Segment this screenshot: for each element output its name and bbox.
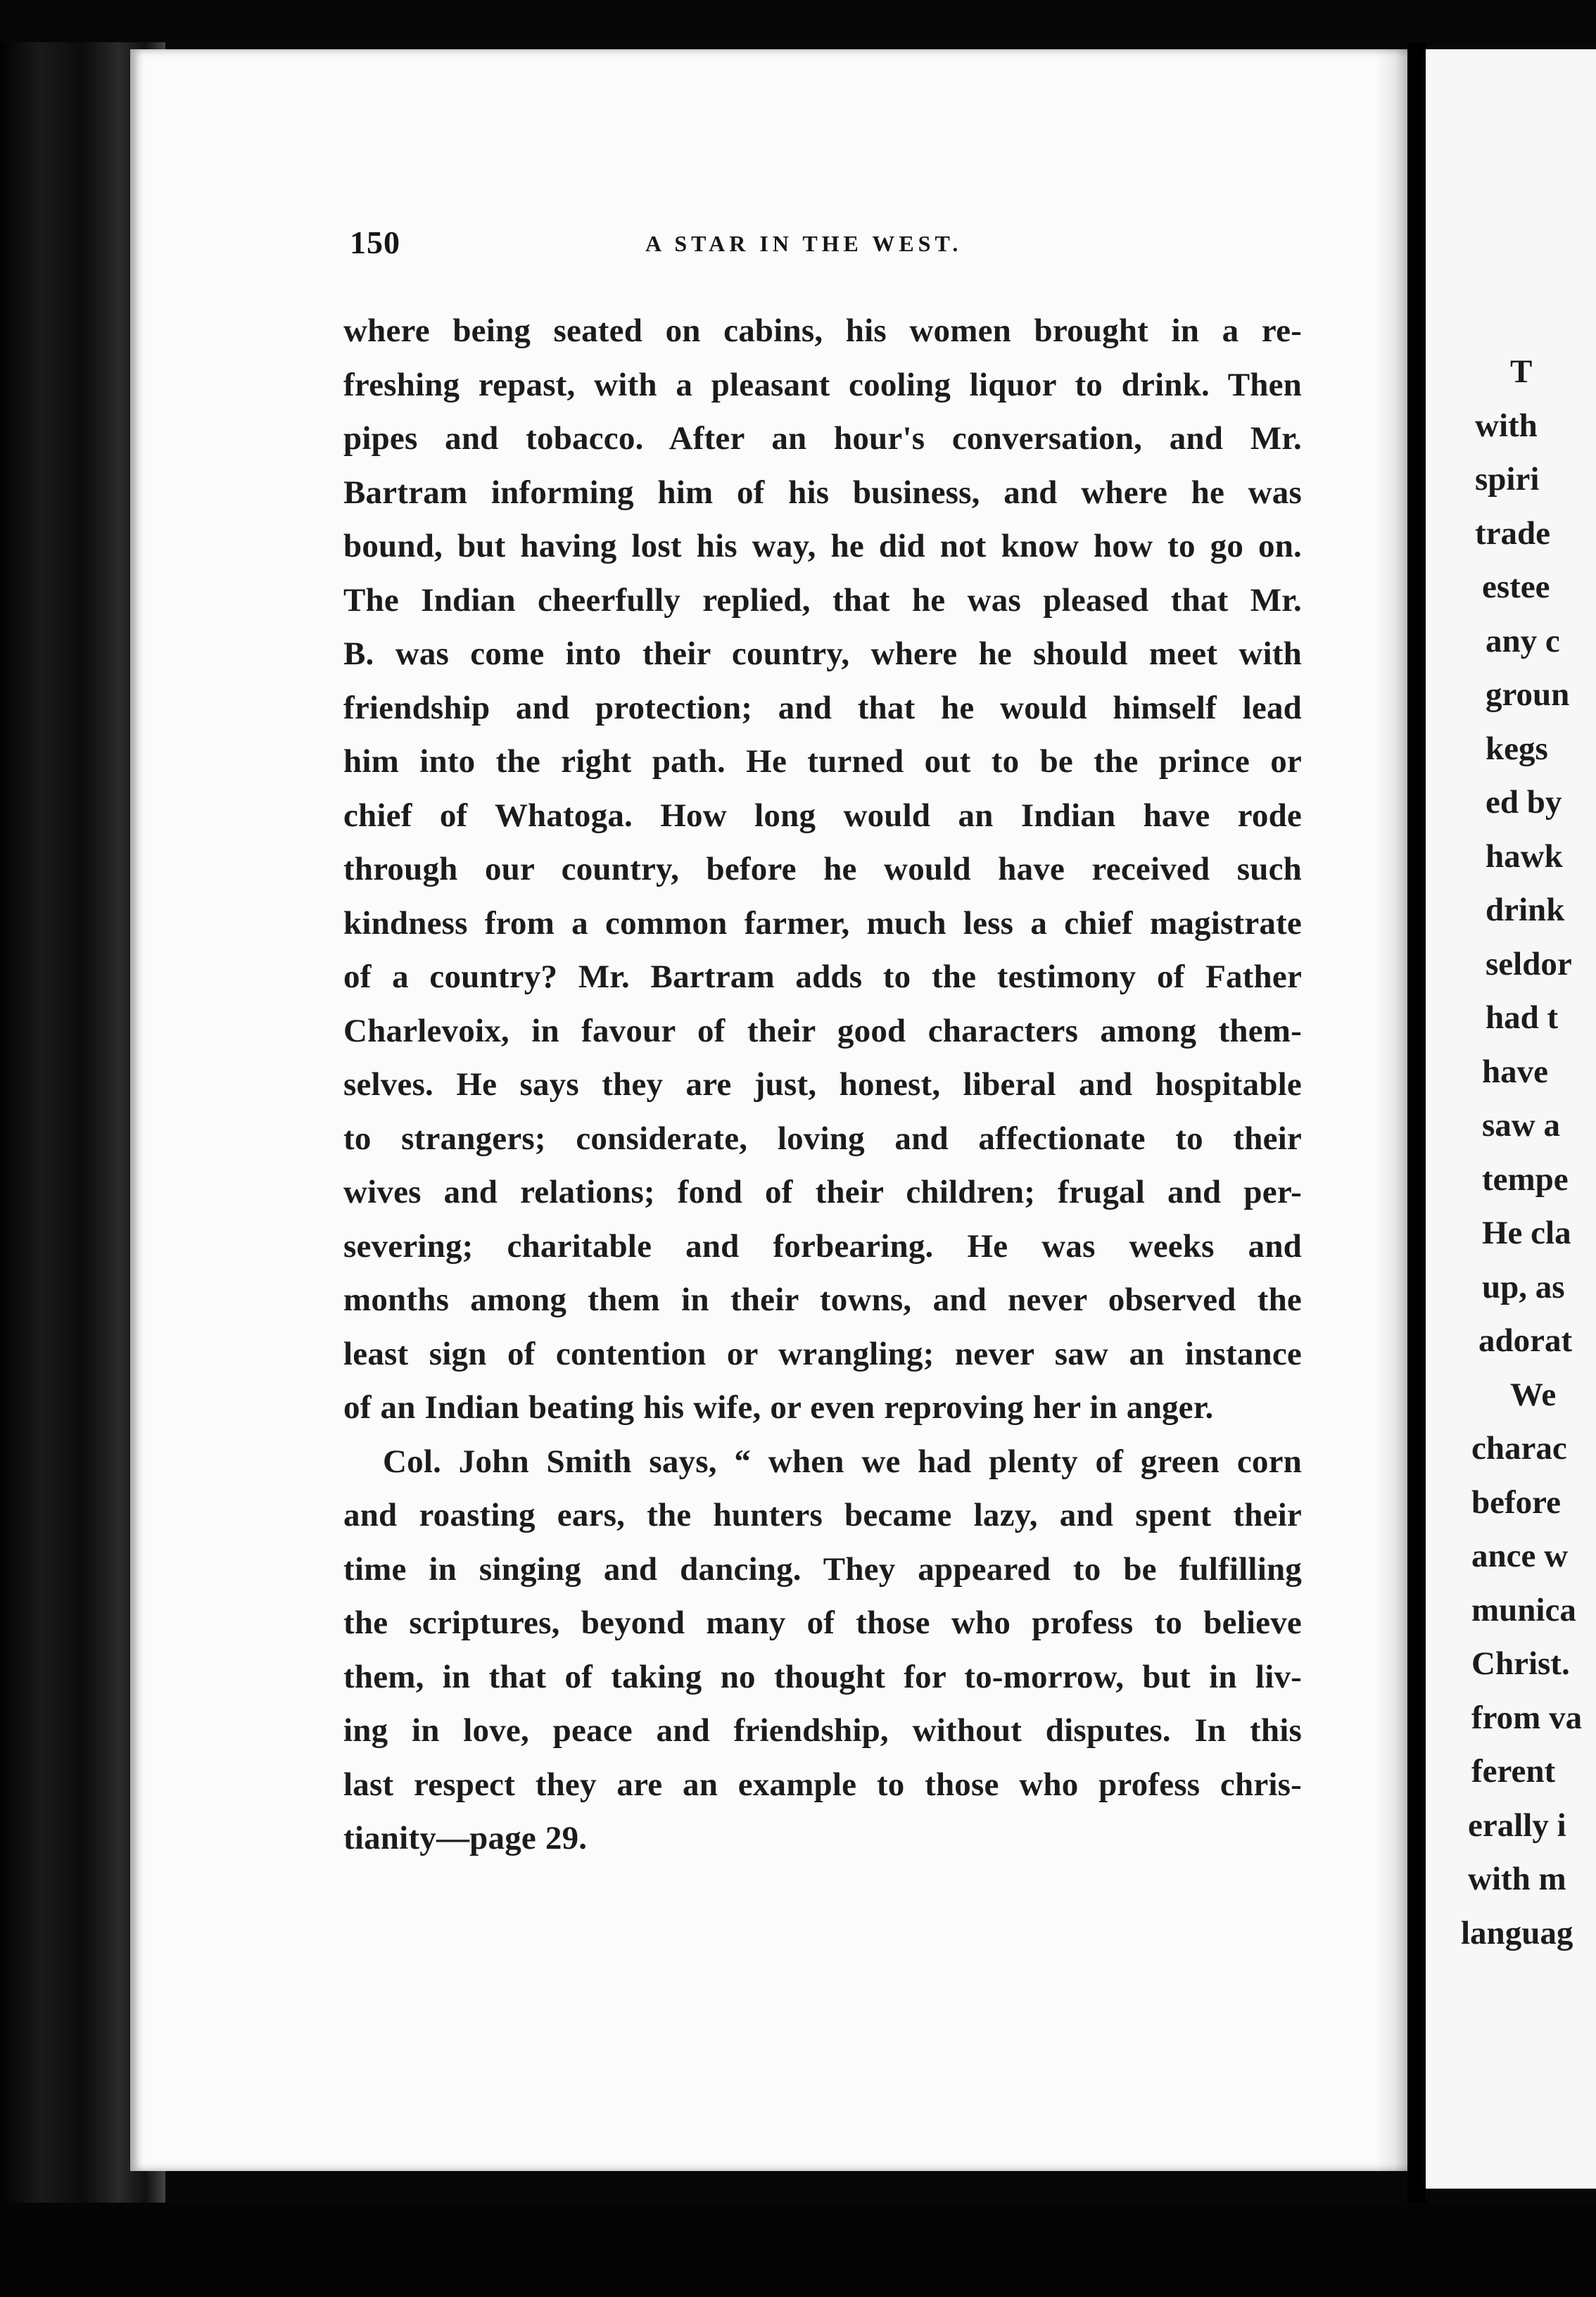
body-text bbox=[343, 304, 1302, 1866]
text-line: them, in that of taking no thought for to-morrow, but in liv- bbox=[343, 1658, 1302, 1695]
text-line: the scriptures, beyond many of those who profess to believe bbox=[343, 1605, 1302, 1641]
text-line: months among them in their towns, and never observed the bbox=[343, 1282, 1302, 1318]
text-line: friendship and protection; and that he would himself lead bbox=[343, 689, 1302, 726]
text-fragment: have bbox=[1482, 1053, 1548, 1090]
text-fragment: charac bbox=[1471, 1430, 1567, 1467]
text-fragment: had t bbox=[1486, 999, 1559, 1036]
text-fragment: with bbox=[1475, 407, 1538, 444]
text-line: chief of Whatoga. How long would an Indian have rode bbox=[343, 797, 1302, 834]
text-line: The Indian cheerfully replied, that he was pleased that Mr. bbox=[343, 581, 1302, 619]
text-line: Bartram informing him of his business, and where he was bbox=[343, 474, 1302, 511]
text-line: time in singing and dancing. They appeared to be fulfilling bbox=[343, 1550, 1302, 1588]
scan-bottom-border bbox=[0, 2203, 1596, 2297]
text-fragment: any c bbox=[1486, 622, 1560, 659]
text-fragment: He cla bbox=[1482, 1215, 1571, 1251]
text-fragment: adorat bbox=[1478, 1322, 1573, 1359]
text-fragment: kegs bbox=[1486, 730, 1548, 767]
page-divider bbox=[1407, 42, 1426, 2210]
text-fragment: saw a bbox=[1482, 1107, 1560, 1144]
text-line: of an Indian beating his wife, or even reproving her in anger. bbox=[343, 1389, 1214, 1426]
text-line: through our country, before he would have received such bbox=[343, 851, 1302, 887]
text-line: kindness from a common farmer, much less a chief magistrate bbox=[343, 904, 1302, 942]
text-line: severing; charitable and forbearing. He was weeks and bbox=[343, 1227, 1302, 1265]
text-line: freshing repast, with a pleasant cooling liquor to drink. Then bbox=[343, 366, 1302, 403]
text-line: him into the right path. He turned out to be the prince or bbox=[343, 743, 1302, 780]
text-fragment: seldor bbox=[1486, 945, 1572, 982]
text-fragment: trade bbox=[1475, 514, 1551, 552]
text-line: pipes and tobacco. After an hour's conversation, and Mr. bbox=[343, 420, 1302, 457]
text-fragment: from va bbox=[1471, 1699, 1583, 1736]
text-fragment: languag bbox=[1461, 1914, 1573, 1951]
text-fragment: T bbox=[1510, 353, 1533, 390]
paragraph-start-line: Col. John Smith says, “ when we had plenty of green corn bbox=[383, 1443, 1302, 1480]
right-page-edge bbox=[1426, 49, 1596, 2189]
text-fragment: with m bbox=[1468, 1861, 1566, 1897]
text-fragment: drink bbox=[1486, 892, 1565, 928]
text-line: ing in love, peace and friendship, without disputes. In this bbox=[343, 1712, 1302, 1749]
text-fragment: munica bbox=[1471, 1591, 1576, 1628]
text-fragment: tempe bbox=[1482, 1160, 1569, 1198]
text-fragment: groun bbox=[1486, 676, 1570, 713]
text-fragment: spiri bbox=[1475, 461, 1540, 498]
text-line: to strangers; considerate, loving and affectionate to their bbox=[343, 1120, 1302, 1157]
text-line: where being seated on cabins, his women brought in a re- bbox=[343, 312, 1302, 349]
running-head bbox=[350, 224, 1303, 280]
text-line: B. was come into their country, where he should meet with bbox=[343, 635, 1302, 672]
text-fragment: ance w bbox=[1471, 1538, 1569, 1574]
text-line: tianity—page 29. bbox=[343, 1820, 588, 1856]
text-fragment: before bbox=[1471, 1483, 1562, 1521]
text-line: of a country? Mr. Bartram adds to the testimony of Father bbox=[343, 958, 1302, 995]
text-fragment: up, as bbox=[1482, 1268, 1565, 1305]
right-page-text bbox=[1440, 345, 1596, 1960]
running-title: A STAR IN THE WEST. bbox=[645, 231, 963, 256]
text-line: selves. He says they are just, honest, liberal and hospitable bbox=[343, 1066, 1302, 1103]
text-fragment: erally i bbox=[1468, 1806, 1566, 1844]
text-line: Charlevoix, in favour of their good characters among them- bbox=[343, 1012, 1302, 1049]
text-line: wives and relations; fond of their children; frugal and per- bbox=[343, 1174, 1302, 1210]
text-line: least sign of contention or wrangling; never saw an instance bbox=[343, 1335, 1302, 1372]
text-fragment: hawk bbox=[1486, 837, 1563, 875]
text-fragment: We bbox=[1510, 1376, 1557, 1413]
text-fragment: estee bbox=[1482, 569, 1550, 605]
page-gutter-shadow bbox=[1376, 49, 1407, 2171]
text-line: bound, but having lost his way, he did not know how to go on. bbox=[343, 528, 1302, 564]
text-fragment: Christ. bbox=[1471, 1645, 1570, 1682]
text-fragment: ferent bbox=[1471, 1753, 1556, 1790]
text-line: and roasting ears, the hunters became lazy, and spent their bbox=[343, 1497, 1302, 1533]
text-line: last respect they are an example to those who profess chris- bbox=[343, 1766, 1302, 1803]
page-number: 150 bbox=[350, 224, 400, 260]
text-fragment: ed by bbox=[1486, 784, 1562, 821]
